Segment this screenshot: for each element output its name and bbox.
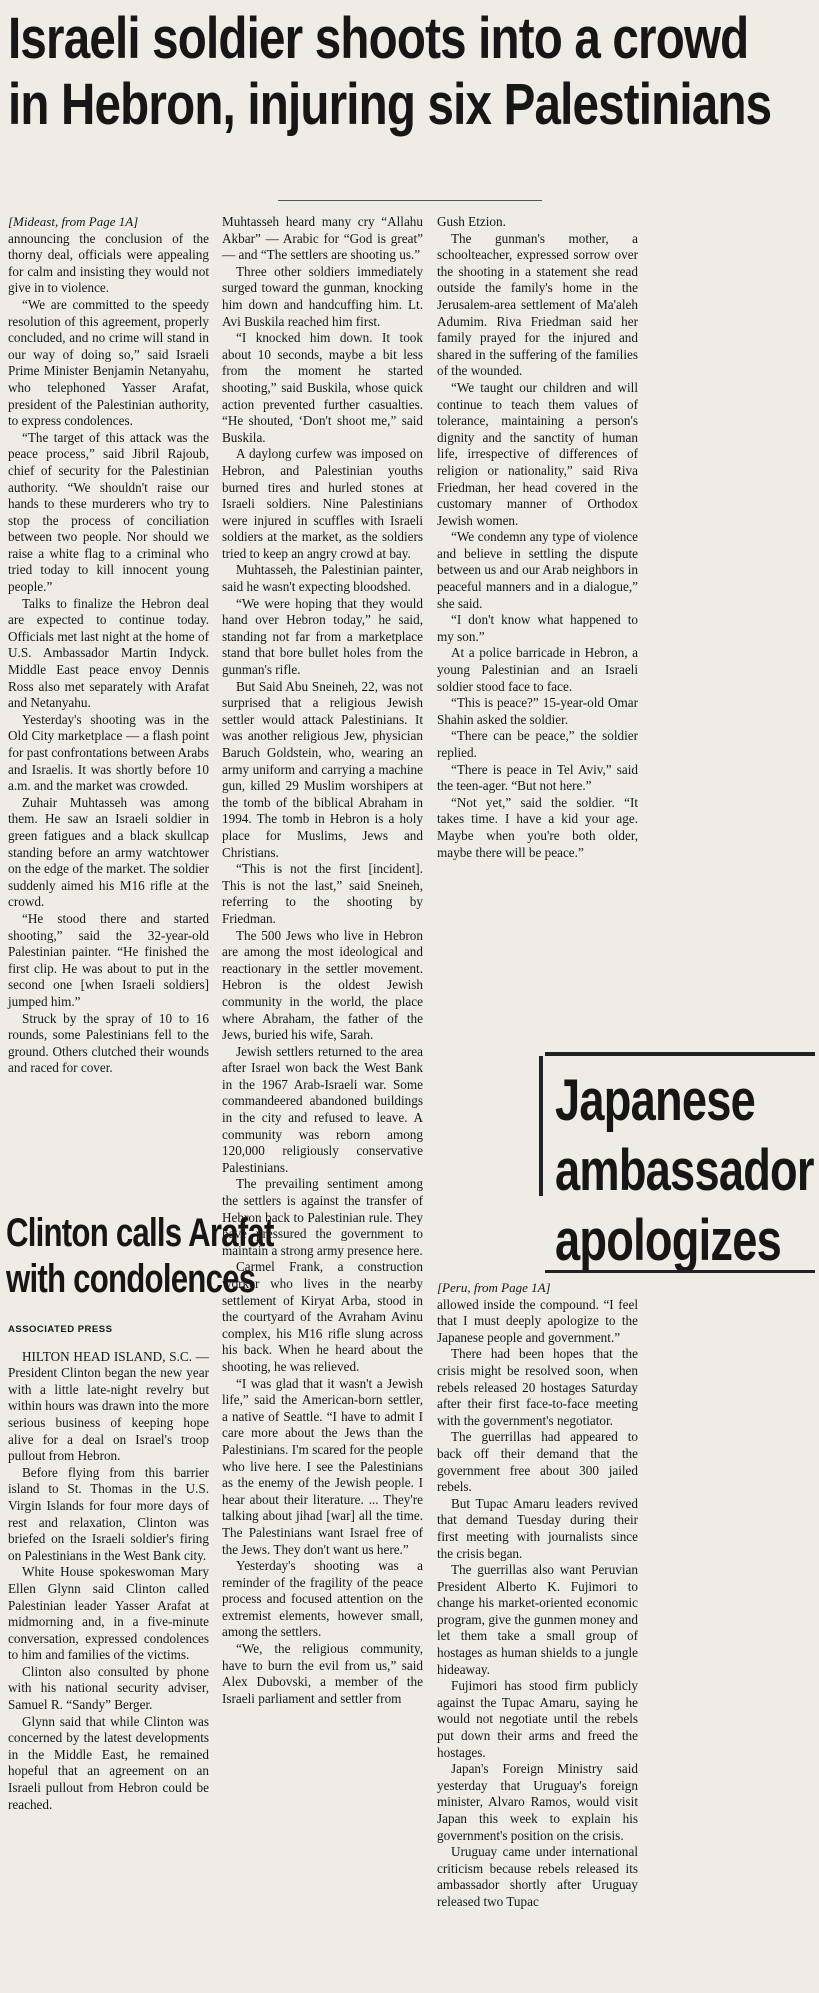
column-3 bbox=[437, 214, 638, 861]
japan-headline-line-2: ambassador bbox=[555, 1138, 814, 1203]
paragraph: But Tupac Amaru leaders revived that demand Tuesday during their first meeting with journalists since the crisis began. bbox=[437, 1495, 638, 1561]
paragraph: At a police barricade in Hebron, a young Palestinian and an Israeli soldier stood face to face. bbox=[437, 645, 638, 694]
jump-line: [Mideast, from Page 1A] bbox=[8, 214, 139, 229]
main-headline-line-2: in Hebron, injuring six Palestinians bbox=[8, 72, 772, 137]
main-headline-line-1: Israeli soldier shoots into a crowd bbox=[8, 6, 749, 71]
clinton-headline-line-1: Clinton calls Arafat bbox=[6, 1211, 274, 1255]
paragraph: Glynn said that while Clinton was concerned by the latest developments in the Middle East, he remained hopeful that an agreement on an Israeli pullout from Hebron could be reached. bbox=[8, 1713, 209, 1812]
japan-story-rule bbox=[545, 1052, 815, 1056]
paragraph: “There is peace in Tel Aviv,” said the teen-ager. “But not here.” bbox=[437, 761, 638, 794]
column-2-body bbox=[222, 214, 423, 1707]
clinton-column bbox=[8, 1318, 209, 1813]
japan-column bbox=[437, 1280, 638, 1911]
paragraph: Jewish settlers returned to the area after Israel won back the West Bank in the 1967 Arab-Israeli war. Some commandeered abandoned buildings in the city and refused to leave. A community was reborn among 120,000 religiously conservative Palestinians. bbox=[222, 1043, 423, 1175]
paragraph: Zuhair Muhtasseh was among them. He saw an Israeli soldier in green fatigues and a black skullcap standing before an army watchtower on the edge of the market. The soldier suddenly aimed his M16 rifle at the crowd. bbox=[8, 794, 209, 910]
paragraph: “The target of this attack was the peace process,” said Jibril Rajoub, chief of security for the Palestinian authority. “We shouldn't raise our hands to these murderers who try to stop the process of conciliation between two people. Nor should we raise a white flag to a criminal who tried today to kill innocent young people.” bbox=[8, 429, 209, 595]
paragraph: “We condemn any type of violence and believe in settling the dispute between us and our Arab neighbors in peaceful manners and in a dialogue,” she said. bbox=[437, 529, 638, 611]
paragraph: Three other soldiers immediately surged toward the gunman, knocking him down and handcuffing him. Lt. Avi Buskila reached him first. bbox=[222, 263, 423, 329]
paragraph: Yesterday's shooting was in the Old City marketplace — a flash point for past confrontations between Arabs and Israelis. It was shortly before 10 a.m. and the market was crowded. bbox=[8, 711, 209, 794]
japan-headline-rule bbox=[545, 1270, 815, 1273]
paragraph: Carmel Frank, a construction worker who lives in the nearby settlement of Kiryat Arba, stood in the courtyard of the Avraham Avinu complex, his M16 rifle slung across his back. When he heard about the shooting, he was relieved. bbox=[222, 1259, 423, 1374]
paragraph: The prevailing sentiment among the settlers is against the transfer of Hebron back to Palestinian rule. They have pressured the government to maintain a strong army presence here. bbox=[222, 1176, 423, 1258]
paragraph: “I don't know what happened to my son.” bbox=[437, 612, 638, 644]
headline-rule bbox=[278, 200, 542, 201]
paragraph: allowed inside the compound. “I feel that I must deeply apologize to the Japanese people and government.” bbox=[437, 1296, 638, 1345]
japan-headline bbox=[555, 1066, 814, 1276]
paragraph: HILTON HEAD ISLAND, S.C. — President Clinton began the new year with a little late-night revelry but within hours was drawn into the more serious business of keeping hope alive for a deal on Israel's troop pullout from Hebron. bbox=[8, 1348, 209, 1464]
paragraph: The guerrillas also want Peruvian President Alberto K. Fujimori to change his market-oriented economic program, give the gunmen money and let them take a small group of hostages as human shields to a jungle hideaway. bbox=[437, 1562, 638, 1677]
paragraph: Japan's Foreign Ministry said yesterday that Uruguay's foreign minister, Alvaro Ramos, would visit Japan this week to explain his government's position on the crisis. bbox=[437, 1761, 638, 1843]
column-2 bbox=[222, 214, 423, 1707]
japan-jump-line: [Peru, from Page 1A] bbox=[437, 1280, 551, 1295]
japan-headline-line-3: apologizes bbox=[555, 1208, 781, 1273]
paragraph: The gunman's mother, a schoolteacher, expressed sorrow over the shooting in a statement she read outside the family's home in the Jerusalem-area settlement of Ma'aleh Adumim. Riva Friedman said her family prayed for the injured and shared in the suffering of the families of the wounded. bbox=[437, 230, 638, 379]
paragraph: The 500 Jews who live in Hebron are among the most ideological and reactionary in the settler movement. Hebron is the oldest Jewish community in the world, the place where Abraham, the father of the Jews, buried his wife, Sarah. bbox=[222, 927, 423, 1043]
paragraph: Struck by the spray of 10 to 16 rounds, some Palestinians fell to the ground. Others clutched their wounds and raced for cover. bbox=[8, 1010, 209, 1076]
main-headline bbox=[8, 6, 772, 138]
paragraph: A daylong curfew was imposed on Hebron, and Palestinian youths burned tires and hurled stones at Israeli soldiers. Nine Palestinians were injured in scuffles with Israeli soldiers at the market, as the soldiers tried to keep an angry crowd at bay. bbox=[222, 446, 423, 561]
japan-headline-line-1: Japanese bbox=[555, 1068, 755, 1133]
paragraph: “We were hoping that they would hand over Hebron today,” he said, standing not far from a marketplace stand that bore bullet holes from the gunman's rifle. bbox=[222, 595, 423, 678]
paragraph: “This is not the first [incident]. This is not the last,” said Sneineh, referring to the shooting by Friedman. bbox=[222, 861, 423, 926]
paragraph: Gush Etzion. bbox=[437, 214, 506, 229]
paragraph: “There can be peace,” the soldier replied. bbox=[437, 728, 638, 760]
paragraph: Muhtasseh, the Palestinian painter, said he wasn't expecting bloodshed. bbox=[222, 562, 423, 595]
paragraph: Yesterday's shooting was a reminder of the fragility of the peace process and focused attention on the extremist elements, however small, among the settlers. bbox=[222, 1558, 423, 1640]
paragraph: “Not yet,” said the soldier. “It takes time. I have a kid your age. Maybe when you're both older, maybe there will be peace.” bbox=[437, 794, 638, 860]
paragraph: “I knocked him down. It took about 10 seconds, maybe a bit less from the moment he started shooting,” said Buskila, whose quick action prevented further casualties. “He shouted, ‘Don't shoot me,” said Buskila. bbox=[222, 330, 423, 445]
byline: ASSOCIATED PRESS bbox=[8, 1324, 113, 1335]
paragraph: Fujimori has stood firm publicly against the Tupac Amaru, saying he would not negotiate until the rebels put down their arms and freed the hostages. bbox=[437, 1678, 638, 1760]
paragraph: Before flying from this barrier island to St. Thomas in the U.S. Virgin Islands for four more days of rest and relaxation, Clinton was briefed on the Israeli soldier's firing on Palestinians in the West Bank city. bbox=[8, 1464, 209, 1563]
paragraph: “We are committed to the speedy resolution of this agreement, properly concluded, and no crime will stand in our way of doing so,” said Israeli Prime Minister Benjamin Netanyahu, who telephoned Yasser Arafat, president of the Palestinian authority, to express condolences. bbox=[8, 296, 209, 429]
clinton-body bbox=[8, 1349, 209, 1814]
paragraph: There had been hopes that the crisis might be resolved soon, when rebels released 20 hostages Saturday after their first face-to-face meeting with the government's negotiator. bbox=[437, 1346, 638, 1428]
column-1 bbox=[8, 214, 209, 1077]
paragraph: “I was glad that it wasn't a Jewish life,” said the American-born settler, a native of Seattle. “I have to admit I care more about the Jews than the Palestinians. I'm scared for the people who live here. I see the Palestinians as the enemy of the Jewish people. I hear about their literature. ... They're talking about jihad [war] all the time. The Palestinians want Israel free of the Jews. They don't want us here.” bbox=[222, 1375, 423, 1557]
paragraph: “This is peace?” 15-year-old Omar Shahin asked the soldier. bbox=[437, 695, 638, 727]
paragraph: announcing the conclusion of the thorny deal, officials were appealing for calm and insisting they would not give in to violence. bbox=[8, 230, 209, 296]
paragraph: Muhtasseh heard many cry “Allahu Akbar” — Arabic for “God is great” — and “The settlers are shooting us.” bbox=[222, 214, 423, 263]
column-3-body bbox=[437, 214, 638, 861]
paragraph: Clinton also consulted by phone with his national security adviser, Samuel R. “Sandy” Berger. bbox=[8, 1663, 209, 1713]
column-1-body bbox=[8, 231, 209, 1077]
paragraph: “We taught our children and will continue to teach them values of tolerance, maintaining a person's dignity and the sanctity of human life, irrespective of differences of religion or nationality,” said Riva Friedman, her head covered in the customary manner of Orthodox Jewish women. bbox=[437, 379, 638, 528]
paragraph: White House spokeswoman Mary Ellen Glynn said Clinton called Palestinian leader Yasser Arafat at midmorning and, in a five-minute conversation, expressed condolences to him and families of the victims. bbox=[8, 1564, 209, 1663]
paragraph: “We, the religious community, have to burn the evil from us,” said Alex Dubovski, a member of the Israeli parliament and settler from bbox=[222, 1641, 423, 1706]
clinton-headline-line-2: with condolences bbox=[6, 1257, 256, 1301]
paragraph: Uruguay came under international criticism because rebels released its ambassador shortly after Uruguay released two Tupac bbox=[437, 1844, 638, 1909]
paragraph: “He stood there and started shooting,” said the 32-year-old Palestinian painter. “He finished the first clip. He was about to put in the second one [when Israeli soldiers] jumped him.” bbox=[8, 910, 209, 1009]
japan-body bbox=[437, 1297, 638, 1911]
paragraph: Talks to finalize the Hebron deal are expected to continue today. Officials met last night at the home of U.S. Ambassador Martin Indyck. Middle East peace envoy Dennis Ross also met separately with Arafat and Netanyahu. bbox=[8, 595, 209, 711]
paragraph: But Said Abu Sneineh, 22, was not surprised that a religious Jewish settler would attack Palestinians. It was another religious Jew, physician Baruch Goldstein, who, wearing an army uniform and carrying a machine gun, killed 29 Muslim worshipers at the tomb of the biblical Abraham in 1994. The tomb in Hebron is a holy place for Muslims, Jews and Christians. bbox=[222, 678, 423, 860]
paragraph: The guerrillas had appeared to back off their demand that the government free about 300 jailed rebels. bbox=[437, 1429, 638, 1495]
